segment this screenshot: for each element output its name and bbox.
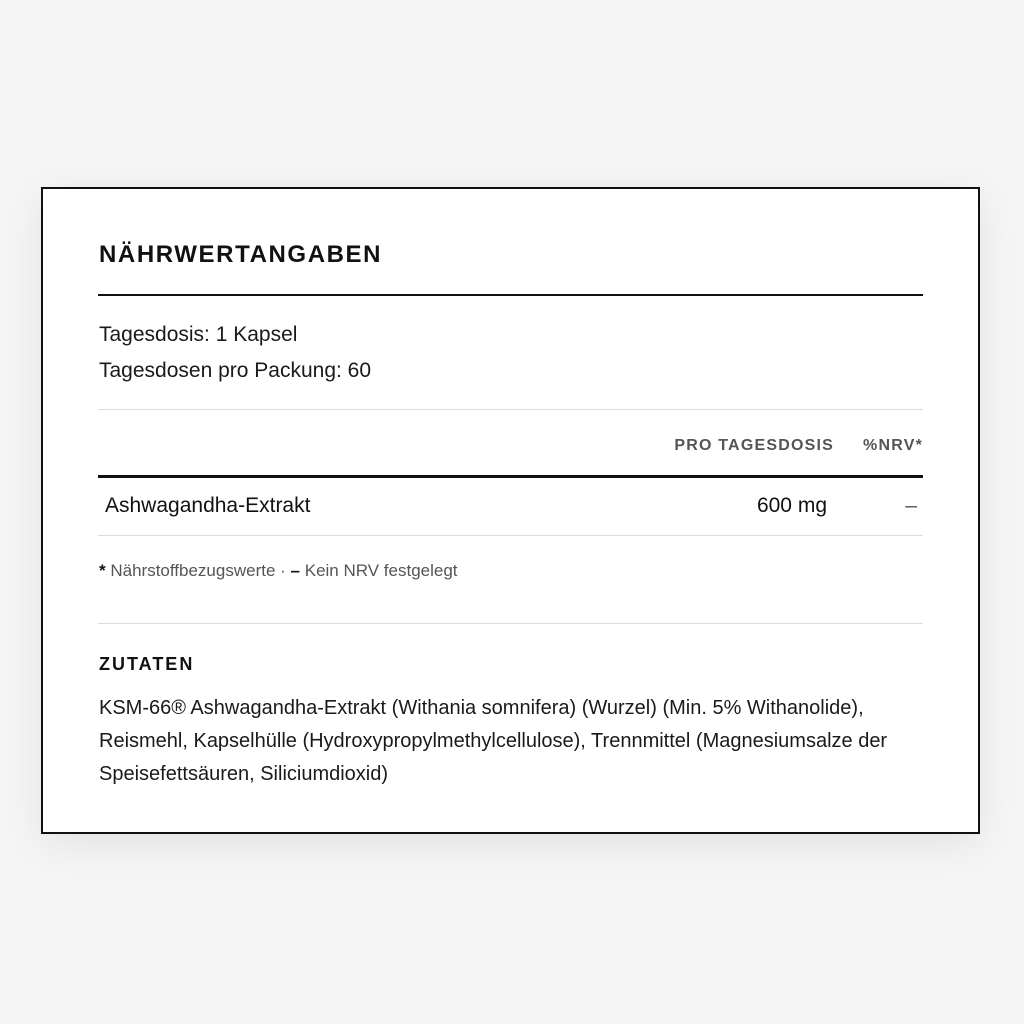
column-header-nrv: %NRV* xyxy=(863,437,923,454)
ingredients-title: ZUTATEN xyxy=(99,654,195,674)
serving-divider xyxy=(98,409,923,410)
section-divider xyxy=(98,623,923,624)
ingredients-text: KSM-66® Ashwagandha-Extrakt (Withania somnifera) (Wurzel) (Min. 5% Withanolide), Reismehl, Kapselhülle (Hydroxypropylmethylcellulose), Trennmittel (Magnesiumsalze der Speisefettsäuren, Siliciumdioxid) xyxy=(99,697,888,785)
footnote-asterisk-text: Nährstoffbezugswerte · xyxy=(110,561,286,580)
nutrient-amount: 600 mg xyxy=(756,494,827,517)
nutrition-card xyxy=(41,187,980,834)
nutrition-title: NÄHRWERTANGABEN xyxy=(99,241,383,268)
title-divider xyxy=(98,294,923,296)
nutrient-name: Ashwagandha-Extrakt xyxy=(105,494,311,517)
table-header-divider xyxy=(98,475,923,478)
footnote-asterisk: * xyxy=(99,561,106,580)
row-divider xyxy=(98,535,923,536)
serving-size: Tagesdosis: 1 Kapsel xyxy=(99,323,298,346)
nutrition-card-content xyxy=(98,189,923,832)
footnote-dash-text: Kein NRV festgelegt xyxy=(304,561,458,580)
footnote-dash: – xyxy=(290,561,300,580)
servings-per-pack: Tagesdosen pro Packung: 60 xyxy=(99,359,372,382)
column-header-per-dose: PRO TAGESDOSIS xyxy=(674,437,834,454)
nutrient-nrv: – xyxy=(905,494,917,517)
footnote xyxy=(99,561,458,581)
